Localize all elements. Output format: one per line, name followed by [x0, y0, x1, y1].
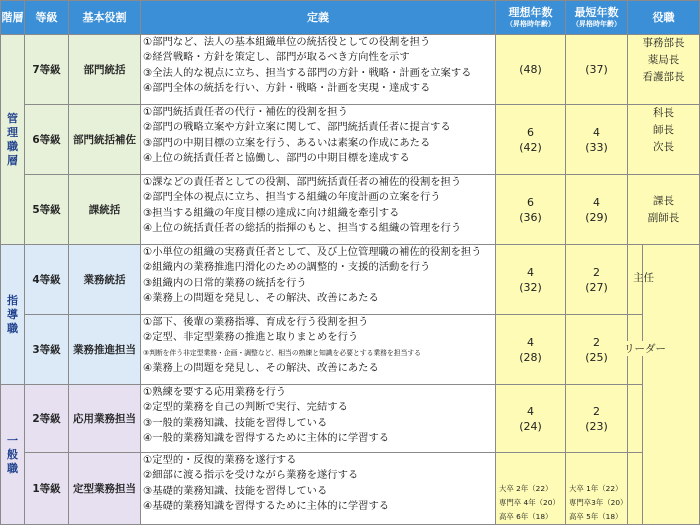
ideal-age: (28) [519, 350, 542, 364]
min-age: (27) [585, 280, 608, 294]
role-cell: 定型業務担当 [69, 453, 141, 525]
definition-line: ②経営戦略・方針を策定し、部門が取るべき方向性を示す [143, 51, 410, 64]
table-row [1, 453, 700, 525]
role-cell: 部門統括補佐 [69, 105, 141, 175]
ideal-years: 6 [527, 125, 534, 139]
ideal-age: (48) [519, 63, 542, 76]
min-age: (25) [585, 350, 608, 364]
definition-line: ③判断を伴う非定型業務・企画・調整など、相当の熟練と知識を必要とする業務を担当する [143, 348, 421, 357]
layer-char: 一 [7, 433, 18, 447]
definition-line: ④業務上の問題を発見し、その解決、改善にあたる [143, 361, 379, 374]
role-cell: 課統括 [69, 175, 141, 245]
min-age: (33) [585, 140, 608, 154]
layer-char: 層 [7, 153, 18, 167]
min-years-cell [566, 35, 628, 105]
layer-char: 指 [7, 293, 18, 307]
grade-cell: 3等級 [25, 315, 69, 385]
table-row [1, 245, 700, 315]
definition-line: ④部門全体の統括を行い、方針・戦略・計画を実現・達成する [143, 81, 431, 94]
layer-management [1, 35, 25, 245]
definition-line: ④業務上の問題を発見し、その解決、改善にあたる [143, 291, 379, 304]
min-years-cell [566, 175, 628, 245]
definition-line: ④上位の統括責任者と協働し、部門の中期目標を達成する [143, 151, 410, 164]
min-years-cell [566, 385, 628, 453]
header-post: 役職 [628, 1, 700, 35]
post-cell [628, 105, 700, 175]
post-spacer [628, 385, 643, 453]
definition-line: ③担当する組織の年度目標の達成に向け組織を牽引する [143, 206, 400, 219]
definition-line: ①小単位の組織の実務責任者として、及び上位管理職の補佐的役割を担う [143, 246, 482, 258]
definition-cell [141, 175, 496, 245]
definition-line: ②定型的業務を自己の判断で実行、完結する [143, 401, 348, 414]
definition-line: ①課などの責任者としての役割、部門統括責任者の補佐的役割を担う [143, 176, 462, 188]
min-years: 2 [593, 404, 600, 418]
role-cell: 業務統括 [69, 245, 141, 315]
table-row [1, 315, 700, 385]
grade-cell: 2等級 [25, 385, 69, 453]
ideal-years-college: 大卒 2年（22） [499, 484, 553, 493]
ideal-age: (36) [519, 210, 542, 224]
post-label-leader: リーダー [624, 343, 666, 355]
ideal-years-vocational: 専門卒 4年（20） [499, 498, 560, 507]
definition-cell [141, 35, 496, 105]
definition-line: ③全法人的な視点に立ち、担当する部門の方針・戦略・計画を立案する [143, 66, 472, 79]
ideal-years-cell [496, 35, 566, 105]
table-row [1, 175, 700, 245]
header-row [1, 1, 700, 35]
grade-cell: 7等級 [25, 35, 69, 105]
post-name: 事務部長 [642, 37, 685, 49]
header-layer: 階層 [1, 1, 25, 35]
definition-line: ④基礎的業務知識を習得するために主体的に学習する [143, 499, 390, 512]
post-name: 科長 [653, 107, 674, 119]
header-ideal-years [496, 1, 566, 35]
table-row [1, 385, 700, 453]
header-grade: 等級 [25, 1, 69, 35]
definition-line: ②細部に渡る指示を受けながら業務を遂行する [143, 469, 359, 482]
definition-line: ①熟練を要する応用業務を行う [143, 386, 287, 398]
ideal-years: 4 [527, 335, 534, 349]
definition-line: ①部門など、法人の基本組織単位の統括役としての役割を担う [143, 36, 431, 48]
layer-char: 職 [7, 461, 18, 475]
layer-char: 般 [7, 447, 18, 461]
min-years-cell [566, 315, 628, 385]
post-name: 次長 [653, 141, 674, 153]
post-cell [628, 35, 700, 105]
definition-line: ①定型的・反復的業務を遂行する [143, 454, 297, 466]
layer-general [1, 385, 25, 525]
min-years: 2 [593, 265, 600, 279]
table-row [1, 105, 700, 175]
layer-char: 職 [7, 321, 18, 335]
post-name: 課長 [653, 194, 674, 207]
layer-leader [1, 245, 25, 385]
ideal-age: (24) [519, 419, 542, 433]
min-years-cell [566, 453, 628, 525]
post-cell [628, 175, 700, 245]
definition-line: ②部門の戦略立案や方針立案に関して、部門統括責任者に提言する [143, 121, 451, 134]
ideal-years: 4 [527, 265, 534, 279]
table-row [1, 35, 700, 105]
ideal-years-cell [496, 105, 566, 175]
definition-line: ①部門統括責任者の代行・補佐的役割を担う [143, 106, 348, 118]
grade-cell: 4等級 [25, 245, 69, 315]
definition-line: ④上位の統括責任者の総括的指揮のもと、担当する組織の管理を行う [143, 221, 462, 234]
grade-cell: 6等級 [25, 105, 69, 175]
post-name: 師長 [653, 124, 674, 136]
definition-line: ①部下、後輩の業務指導、育成を行う役割を担う [143, 316, 369, 328]
ideal-years-cell [496, 453, 566, 525]
min-years-cell [566, 105, 628, 175]
definition-line: ②定型、非定型業務の推進と取りまとめを行う [143, 331, 359, 344]
definition-line: ②部門全体の視点に立ち、担当する組織の年度計画の立案を行う [143, 191, 441, 204]
post-name: 副師長 [647, 211, 680, 224]
header-ideal-years-sub: （昇格時年齢） [506, 20, 555, 29]
min-years: 4 [593, 195, 600, 209]
ideal-years-cell [496, 385, 566, 453]
role-cell: 部門統括 [69, 35, 141, 105]
definition-line: ③組織内の日常的業務の統括を行う [143, 276, 307, 289]
post-right-column [643, 245, 700, 525]
definition-cell [141, 453, 496, 525]
definition-cell [141, 245, 496, 315]
ideal-years-highschool: 高卒 6年（18） [499, 512, 553, 521]
role-cell: 業務推進担当 [69, 315, 141, 385]
definition-cell [141, 385, 496, 453]
definition-cell [141, 105, 496, 175]
ideal-years-cell [496, 245, 566, 315]
definition-line: ③一般的業務知識、技能を習得している [143, 416, 328, 429]
grade-cell: 1等級 [25, 453, 69, 525]
header-definition: 定義 [141, 1, 496, 35]
min-years-cell [566, 245, 628, 315]
post-name: 看護部長 [642, 71, 685, 83]
header-min-years-sub: （昇格時年齢） [572, 20, 621, 29]
layer-char: 管 [7, 111, 18, 125]
header-role: 基本役割 [69, 1, 141, 35]
layer-char: 導 [7, 307, 18, 321]
ideal-age: (32) [519, 280, 542, 294]
header-ideal-years-label: 理想年数 [508, 6, 553, 20]
definition-line: ④一般的業務知識を習得するために主体的に学習する [143, 431, 390, 444]
ideal-years: 4 [527, 404, 534, 418]
role-cell: 応用業務担当 [69, 385, 141, 453]
ideal-years-cell [496, 315, 566, 385]
min-age: (29) [585, 210, 608, 224]
header-min-years-label: 最短年数 [574, 6, 619, 20]
min-years-highschool: 高卒 5年（18） [569, 512, 623, 521]
post-spacer [628, 453, 643, 525]
ideal-years-cell [496, 175, 566, 245]
min-age: (23) [585, 419, 608, 433]
definition-line: ②組織内の業務推進円滑化のための調整的・支援的活動を行う [143, 261, 431, 274]
min-years: 2 [593, 335, 600, 349]
ideal-years: 6 [527, 195, 534, 209]
post-name: 薬局長 [647, 54, 680, 66]
min-years-vocational: 専門卒3年（20） [569, 498, 628, 507]
definition-line: ③基礎的業務知識、技能を習得している [143, 484, 328, 497]
layer-char: 職 [7, 139, 18, 153]
min-years-college: 大卒 1年（22） [569, 484, 623, 493]
post-label-shunin: 主任 [633, 272, 654, 284]
layer-char: 理 [7, 125, 18, 139]
grade-cell: 5等級 [25, 175, 69, 245]
definition-line: ③部門の中期目標の立案を行う、あるいは素案の作成にあたる [143, 136, 431, 149]
ideal-age: (42) [519, 140, 542, 154]
header-min-years [566, 1, 628, 35]
definition-cell [141, 315, 496, 385]
min-age: (37) [585, 63, 608, 76]
min-years: 4 [593, 125, 600, 139]
